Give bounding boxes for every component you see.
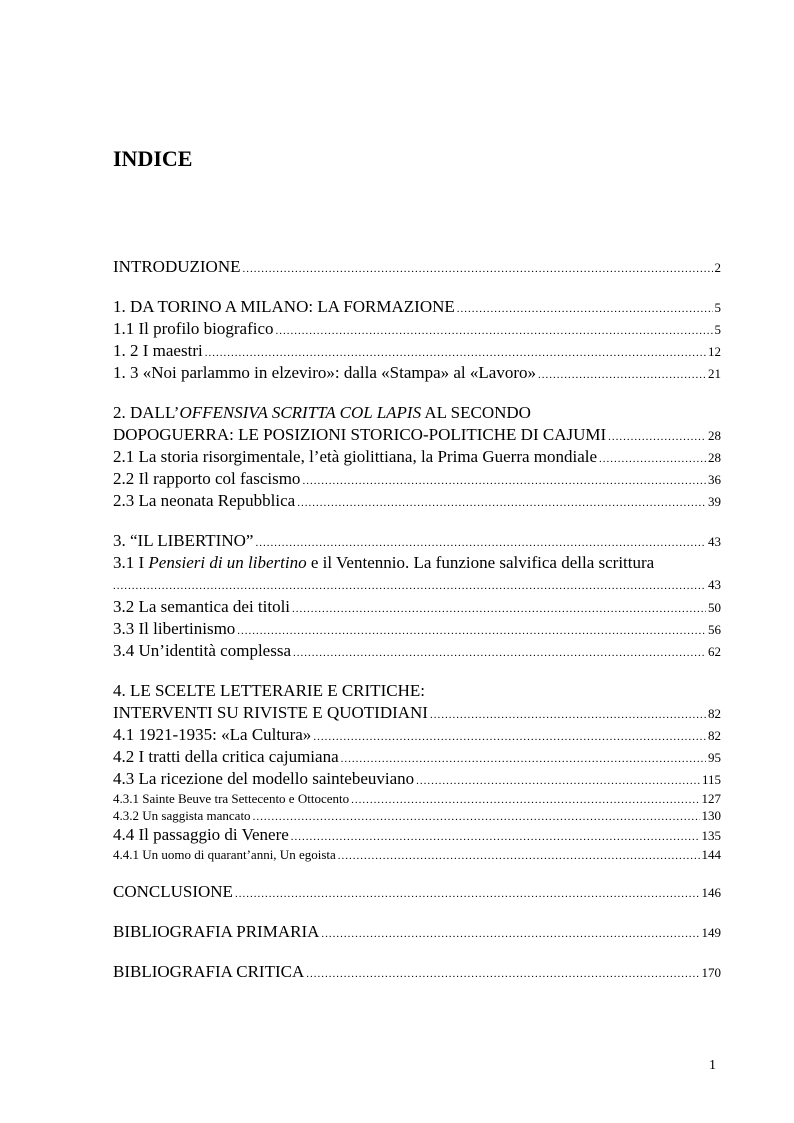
table-of-contents [113, 256, 721, 983]
dot-leader [253, 809, 700, 826]
toc-entry-page: 5 [714, 322, 721, 337]
toc-entry [113, 846, 721, 863]
toc-entry-text: 3. “IL LIBERTINO” [113, 531, 254, 550]
dot-leader [430, 704, 706, 726]
toc-entry [113, 768, 721, 790]
toc-entry-title [113, 807, 251, 824]
toc-entry-text: 4.4 Il passaggio di Venere [113, 825, 289, 844]
toc-entry-text: 4.2 I tratti della critica cajumiana [113, 747, 339, 766]
toc-entry-page: 146 [701, 885, 721, 900]
toc-entry-text: INTERVENTI SU RIVISTE E QUOTIDIANI [113, 703, 428, 722]
page-title: INDICE [113, 146, 193, 171]
toc-entry-text: 1. 2 I maestri [113, 341, 203, 360]
toc-entry-page: 2 [714, 260, 721, 275]
dot-leader [313, 726, 706, 748]
toc-entry-page: 28 [708, 450, 721, 465]
toc-entry [113, 340, 721, 362]
toc-entry-page: 95 [708, 750, 721, 765]
toc-entry-title [113, 618, 235, 640]
toc-entry [113, 468, 721, 490]
toc-entry [113, 724, 721, 746]
dot-leader [599, 448, 706, 470]
toc-entry-title [113, 318, 274, 340]
toc-entry-text: 2. DALL’ [113, 403, 180, 422]
dot-leader [291, 826, 700, 848]
toc-entry-title [113, 340, 203, 362]
toc-entry [113, 574, 721, 596]
toc-entry-page: 50 [708, 600, 721, 615]
toc-entry [113, 640, 721, 662]
toc-entry-title [113, 362, 536, 384]
toc-entry-title [113, 490, 295, 512]
toc-entry-text: CONCLUSIONE [113, 882, 233, 901]
toc-entry-text-after: e il Ventennio. La funzione salvifica della scrittura [306, 553, 655, 572]
dot-leader [205, 342, 706, 364]
toc-entry-text: 1.1 Il profilo biografico [113, 319, 274, 338]
toc-entry-title [113, 846, 336, 863]
toc-entry-page: 149 [701, 925, 721, 940]
toc-entry [113, 961, 721, 983]
toc-entry-page: 39 [708, 494, 721, 509]
toc-entry-text-after: AL SECONDO [421, 403, 531, 422]
toc-entry [113, 921, 721, 943]
dot-leader [416, 770, 700, 792]
toc-entry [113, 680, 721, 702]
dot-leader [297, 492, 706, 514]
toc-entry-text: 4.3.1 Sainte Beuve tra Settecento e Ottocento [113, 791, 350, 806]
toc-entry-text: DOPOGUERRA: LE POSIZIONI STORICO-POLITICHE DI CAJUMI [113, 425, 607, 444]
toc-entry-text: BIBLIOGRAFIA CRITICA [113, 962, 305, 981]
toc-entry-text: 1. DA TORINO A MILANO: LA FORMAZIONE [113, 297, 455, 316]
toc-entry [113, 552, 721, 574]
toc-entry-text: 4.1 1921-1935: «La Cultura» [113, 725, 312, 744]
toc-entry [113, 318, 721, 340]
toc-entry-text: INTRODUZIONE [113, 257, 241, 276]
toc-entry-title [113, 921, 319, 943]
toc-entry-title [113, 256, 240, 278]
toc-entry-page: 56 [708, 622, 721, 637]
toc-entry-page: 28 [708, 428, 721, 443]
toc-entry-text: 2.3 La neonata Repubblica [113, 491, 296, 510]
dot-leader [321, 923, 699, 945]
toc-entry-page: 130 [701, 808, 721, 823]
toc-entry [113, 530, 721, 552]
toc-entry-title [113, 446, 597, 468]
dot-leader [276, 320, 713, 342]
toc-entry [113, 596, 721, 618]
toc-entry-page: 127 [701, 791, 721, 806]
dot-leader [457, 298, 713, 320]
toc-entry [113, 424, 721, 446]
toc-entry-title [113, 468, 300, 490]
toc-entry-title [113, 746, 339, 768]
toc-entry [113, 702, 721, 724]
toc-entry [113, 490, 721, 512]
toc-entry-page: 43 [708, 534, 721, 549]
toc-entry [113, 807, 721, 824]
toc-entry-title [113, 768, 414, 790]
dot-leader [242, 258, 712, 280]
toc-entry-page: 144 [701, 847, 721, 862]
toc-entry-title [113, 424, 606, 446]
toc-entry [113, 296, 721, 318]
toc-entry-page: 170 [701, 965, 721, 980]
toc-entry-page: 82 [708, 706, 721, 721]
toc-entry-page: 12 [708, 344, 721, 359]
dot-leader [113, 575, 706, 597]
toc-entry-page: 135 [701, 828, 721, 843]
dot-leader [293, 642, 706, 664]
toc-entry-title [113, 881, 233, 903]
toc-entry-text: 2.1 La storia risorgimentale, l’età giolittiana, la Prima Guerra mondiale [113, 447, 598, 466]
toc-entry-text: 1. 3 «Noi parlammo in elzeviro»: dalla «Stampa» al «Lavoro» [113, 363, 536, 382]
toc-entry-page: 36 [708, 472, 721, 487]
toc-entry-page: 43 [708, 577, 721, 592]
toc-entry-page: 82 [708, 728, 721, 743]
toc-entry [113, 618, 721, 640]
toc-entry [113, 746, 721, 768]
toc-entry-text: 4.4.1 Un uomo di quarant’anni, Un egoista [113, 847, 336, 862]
toc-entry-italic-text: Pensieri di un libertino [148, 553, 307, 572]
toc-entry-text: 4.3.2 Un saggista mancato [113, 808, 251, 823]
toc-entry-title [113, 552, 654, 574]
toc-entry-page: 21 [708, 366, 721, 381]
toc-entry-title [113, 790, 349, 807]
toc-entry-title [113, 961, 304, 983]
toc-entry-text: 3.4 Un’identità complessa [113, 641, 291, 660]
dot-leader [608, 426, 706, 448]
dot-leader [255, 532, 706, 554]
toc-entry-title [113, 596, 290, 618]
toc-entry-text: 2.2 Il rapporto col fascismo [113, 469, 301, 488]
toc-entry-text: 3.2 La semantica dei titoli [113, 597, 291, 616]
dot-leader [235, 883, 700, 905]
toc-entry-page: 115 [701, 772, 721, 787]
toc-entry-title [113, 640, 291, 662]
toc-entry-text: BIBLIOGRAFIA PRIMARIA [113, 922, 320, 941]
dot-leader [292, 598, 706, 620]
toc-entry-title [113, 402, 531, 424]
toc-entry-text: 3.1 I [113, 553, 149, 572]
toc-entry [113, 362, 721, 384]
toc-entry-title [113, 702, 428, 724]
toc-entry-text: 4. LE SCELTE LETTERARIE E CRITICHE: [113, 681, 425, 700]
toc-entry-title [113, 296, 455, 318]
toc-entry [113, 790, 721, 807]
toc-entry [113, 824, 721, 846]
toc-entry-text: 3.3 Il libertinismo [113, 619, 236, 638]
toc-entry-title [113, 824, 289, 846]
page-number: 1 [709, 1058, 716, 1073]
toc-entry-page: 5 [714, 300, 721, 315]
dot-leader [538, 364, 706, 386]
toc-entry [113, 881, 721, 903]
toc-entry-title [113, 680, 425, 702]
dot-leader [302, 470, 706, 492]
toc-entry-italic-text: OFFENSIVA SCRITTA COL LAPIS [179, 403, 422, 422]
toc-entry-title [113, 530, 253, 552]
toc-entry-title [113, 724, 311, 746]
dot-leader [306, 963, 699, 985]
toc-entry-text: 4.3 La ricezione del modello saintebeuviano [113, 769, 415, 788]
toc-entry [113, 256, 721, 278]
dot-leader [237, 620, 706, 642]
toc-entry [113, 446, 721, 468]
dot-leader [351, 792, 699, 809]
dot-leader [338, 848, 700, 865]
dot-leader [341, 748, 706, 770]
toc-entry [113, 402, 721, 424]
toc-entry-page: 62 [708, 644, 721, 659]
